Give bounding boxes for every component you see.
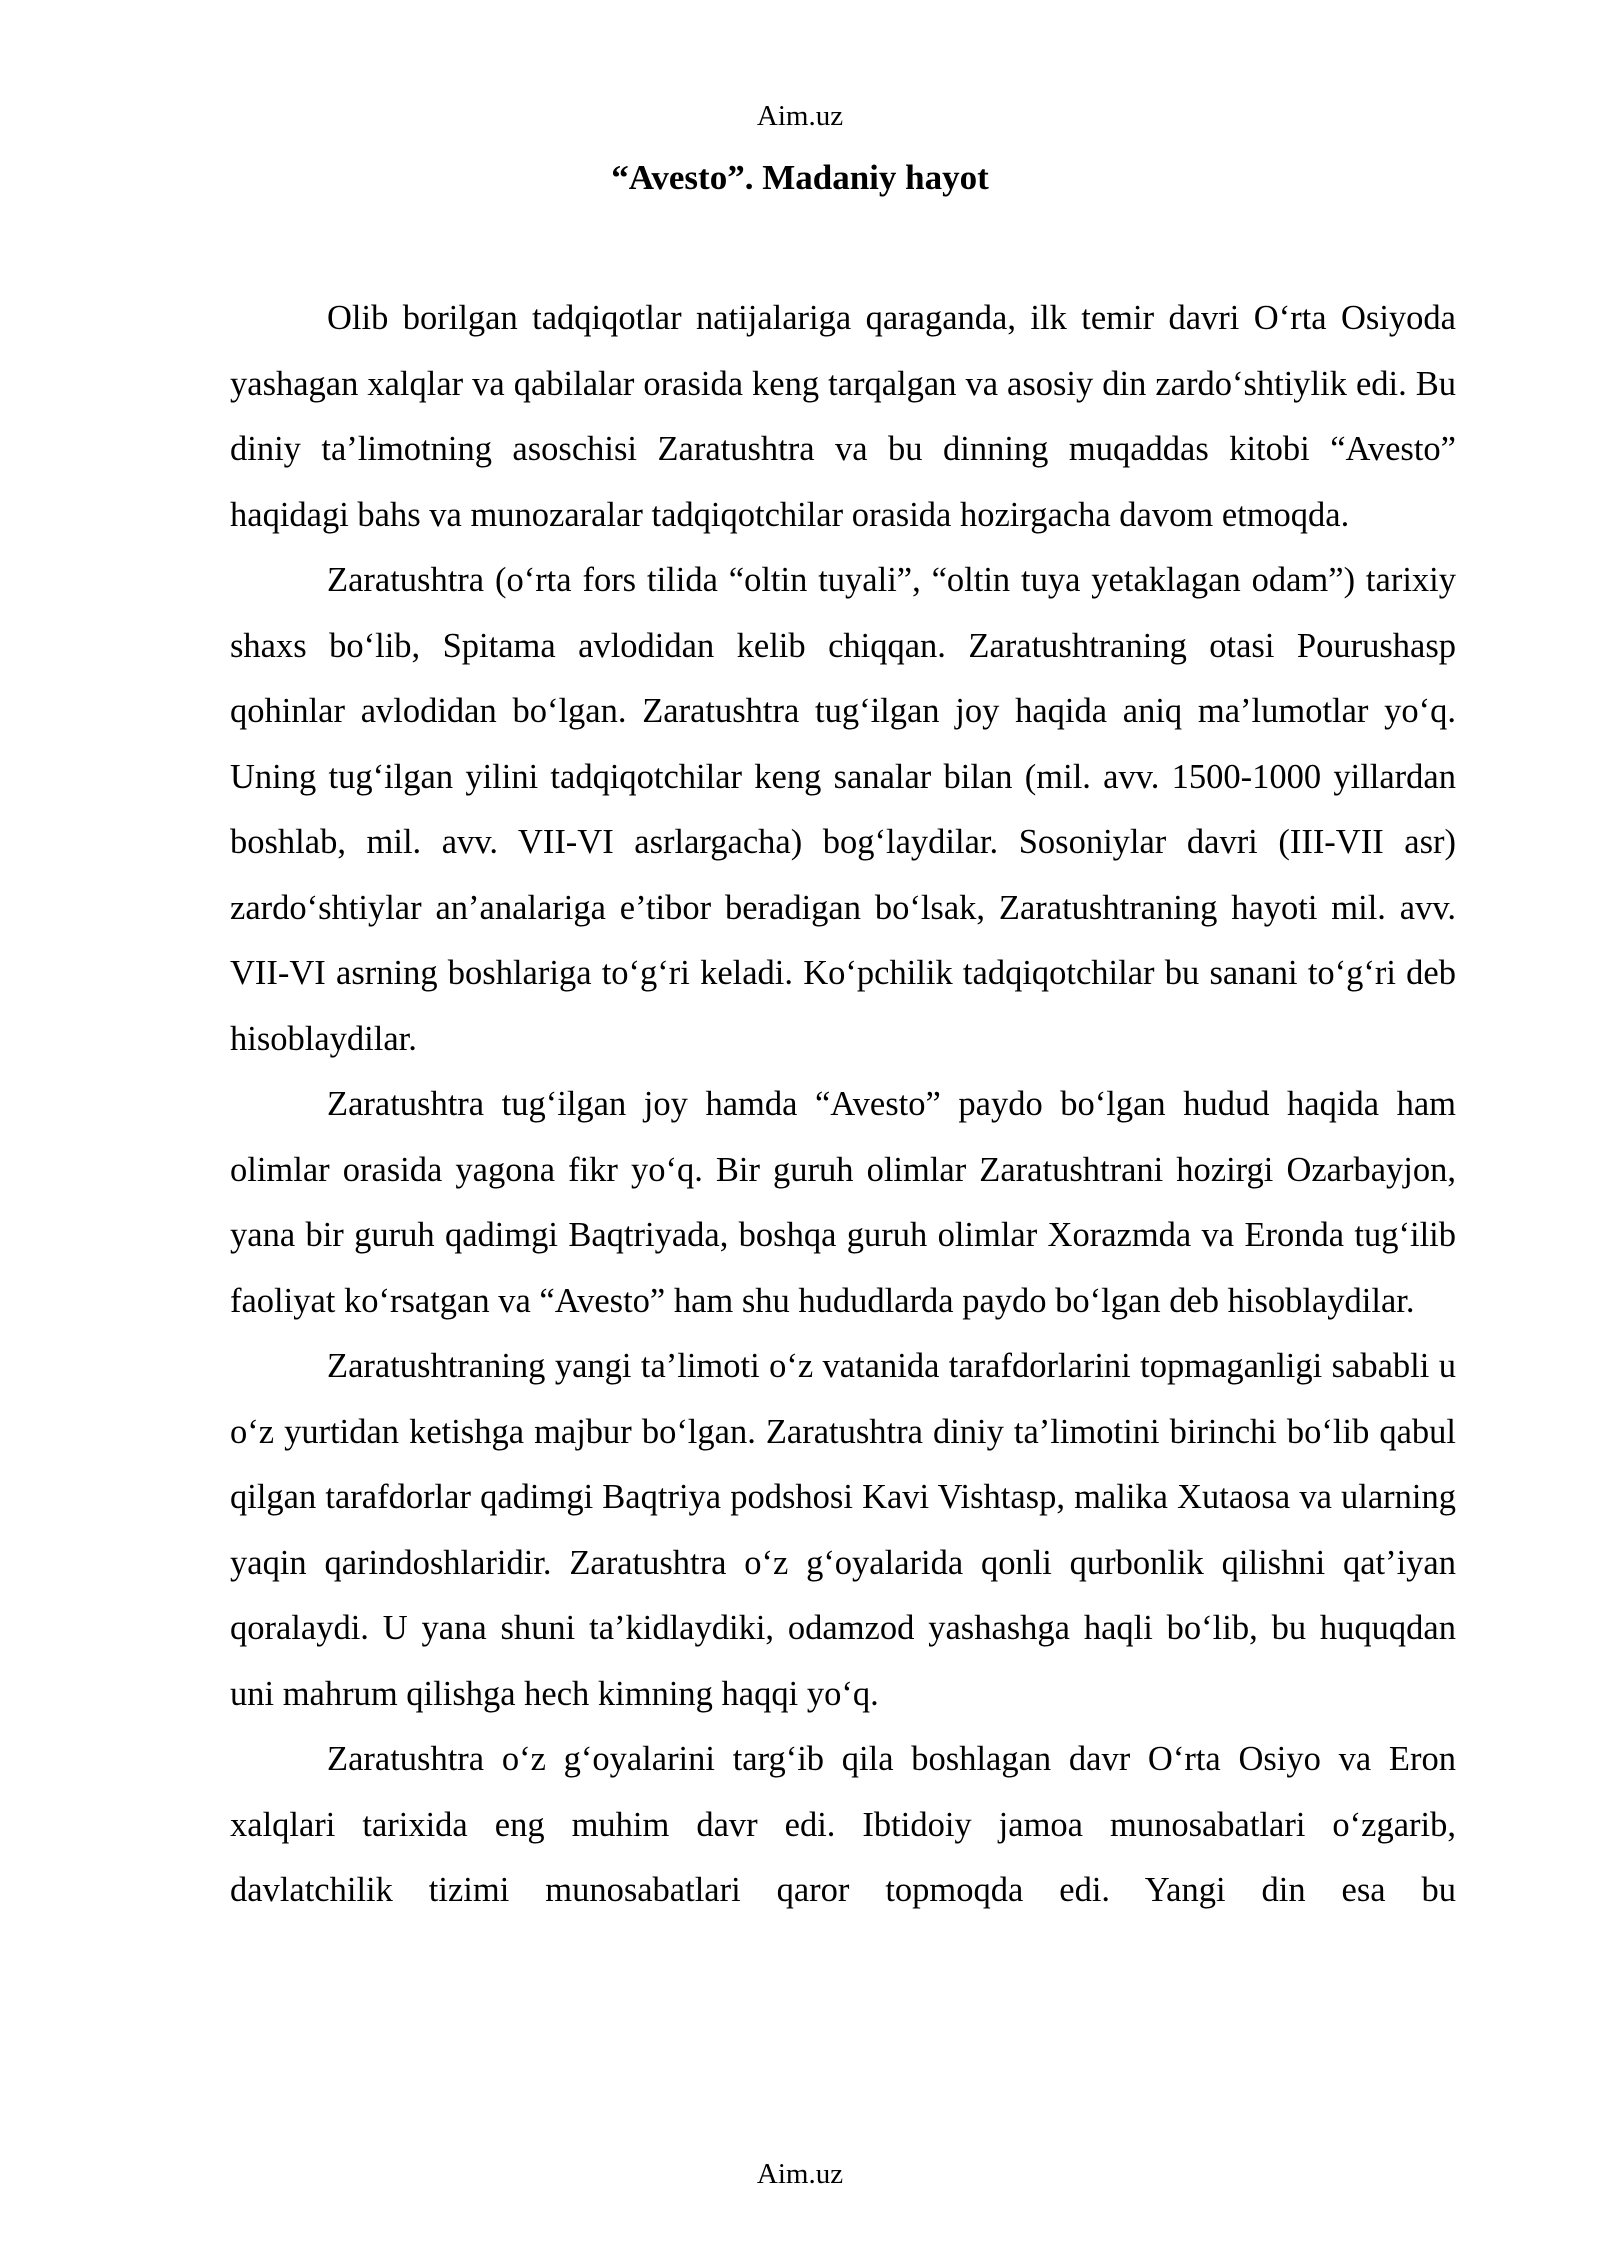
page-header: Aim.uz [756, 100, 844, 132]
paragraph-4: Zaratushtraning yangi ta’limoti o‘z vatanida tarafdorlarini topmaganligi sababli u o‘z yurtidan ketishga majbur bo‘lgan. Zaratushtra diniy ta’limotini birinchi bo‘lib qabul qilgan tarafdorlar qadimgi Baqtriya podshosi Kavi Vishtasp, malika Xutaosa va ularning yaqin qarindoshlaridir. Zaratushtra o‘z g‘oyalarida qonli qurbonlik qilishni qat’iyan qoralaydi. U yana shuni ta’kidlaydiki, odamzod yashashga haqli bo‘lib, bu huquqdan uni mahrum qilishga hech kimning haqqi yo‘q. [230, 1347, 1456, 1713]
paragraph-3: Zaratushtra tug‘ilgan joy hamda “Avesto” paydo bo‘lgan hudud haqida ham olimlar orasida yagona fikr yo‘q. Bir guruh olimlar Zaratushtrani hozirgi Ozarbayjon, yana bir guruh qadimgi Baqtriyada, boshqa guruh olimlar Xorazmda va Eronda tug‘ilib faoliyat ko‘rsatgan va “Avesto” ham shu hududlarda paydo bo‘lgan deb hisoblaydilar. [230, 1085, 1456, 1320]
page-footer: Aim.uz [756, 2158, 844, 2190]
paragraph-5: Zaratushtra o‘z g‘oyalarini targ‘ib qila boshlagan davr O‘rta Osiyo va Eron xalqlari tarixida eng muhim davr edi. Ibtidoiy jamoa munosabatlari o‘zgarib, davlatchilik tizimi munosabatlari qaror topmoqda edi. Yangi din esa bu [230, 1740, 1456, 1909]
paragraph-1: Olib borilgan tadqiqotlar natijalariga qaraganda, ilk temir davri O‘rta Osiyoda yashagan xalqlar va qabilalar orasida keng tarqalgan va asosiy din zardo‘shtiylik edi. Bu diniy ta’limotning asoschisi Zaratushtra va bu dinning muqaddas kitobi “Avesto” haqidagi bahs va munozaralar tadqiqotchilar orasida hozirgacha davom etmoqda. [230, 299, 1456, 534]
document-title: “Avesto”. Madaniy hayot [611, 158, 989, 197]
document-body [230, 286, 1456, 1924]
paragraph-2: Zaratushtra (o‘rta fors tilida “oltin tuyali”, “oltin tuya yetaklagan odam”) tarixiy shaxs bo‘lib, Spitama avlodidan kelib chiqqan. Zaratushtraning otasi Pourushasp qohinlar avlodidan bo‘lgan. Zaratushtra tug‘ilgan joy haqida aniq ma’lumotlar yo‘q. Uning tug‘ilgan yilini tadqiqotchilar keng sanalar bilan (mil. avv. 1500-1000 yillardan boshlab, mil. avv. VII-VI asrlargacha) bog‘laydilar. Sosoniylar davri (III-VII asr) zardo‘shtiylar an’analariga e’tibor beradigan bo‘lsak, Zaratushtraning hayoti mil. avv. VII-VI asrning boshlariga to‘g‘ri keladi. Ko‘pchilik tadqiqotchilar bu sanani to‘g‘ri deb hisoblaydilar. [230, 561, 1456, 1058]
